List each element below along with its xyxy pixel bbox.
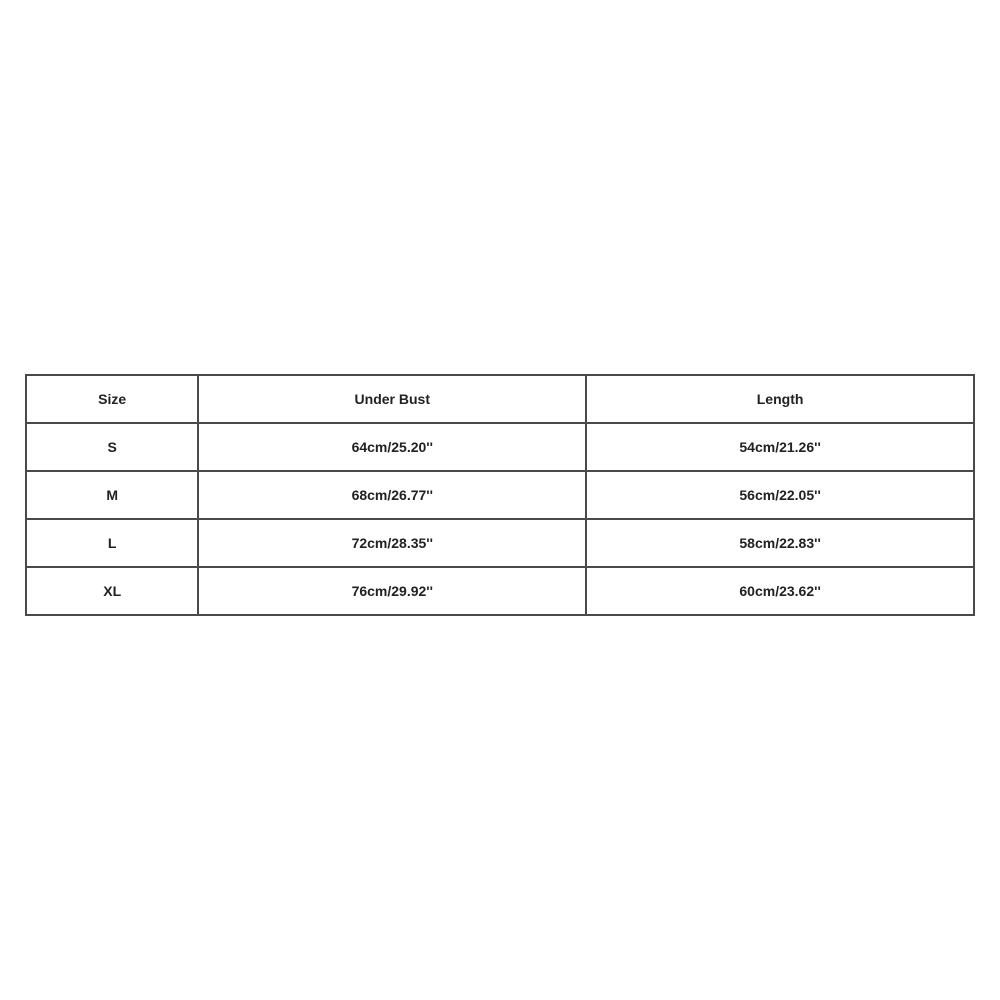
cell-size: L (26, 519, 198, 567)
cell-length: 54cm/21.26'' (586, 423, 974, 471)
table-header-row (26, 375, 974, 423)
table-row (26, 423, 974, 471)
cell-under-bust: 68cm/26.77'' (198, 471, 586, 519)
cell-under-bust: 72cm/28.35'' (198, 519, 586, 567)
cell-size: XL (26, 567, 198, 615)
header-size: Size (26, 375, 198, 423)
cell-length: 56cm/22.05'' (586, 471, 974, 519)
table-row (26, 519, 974, 567)
cell-under-bust: 64cm/25.20'' (198, 423, 586, 471)
header-under-bust: Under Bust (198, 375, 586, 423)
table-row (26, 567, 974, 615)
cell-under-bust: 76cm/29.92'' (198, 567, 586, 615)
header-length: Length (586, 375, 974, 423)
size-chart-table (25, 374, 975, 616)
cell-length: 58cm/22.83'' (586, 519, 974, 567)
table-row (26, 471, 974, 519)
cell-size: S (26, 423, 198, 471)
cell-length: 60cm/23.62'' (586, 567, 974, 615)
cell-size: M (26, 471, 198, 519)
